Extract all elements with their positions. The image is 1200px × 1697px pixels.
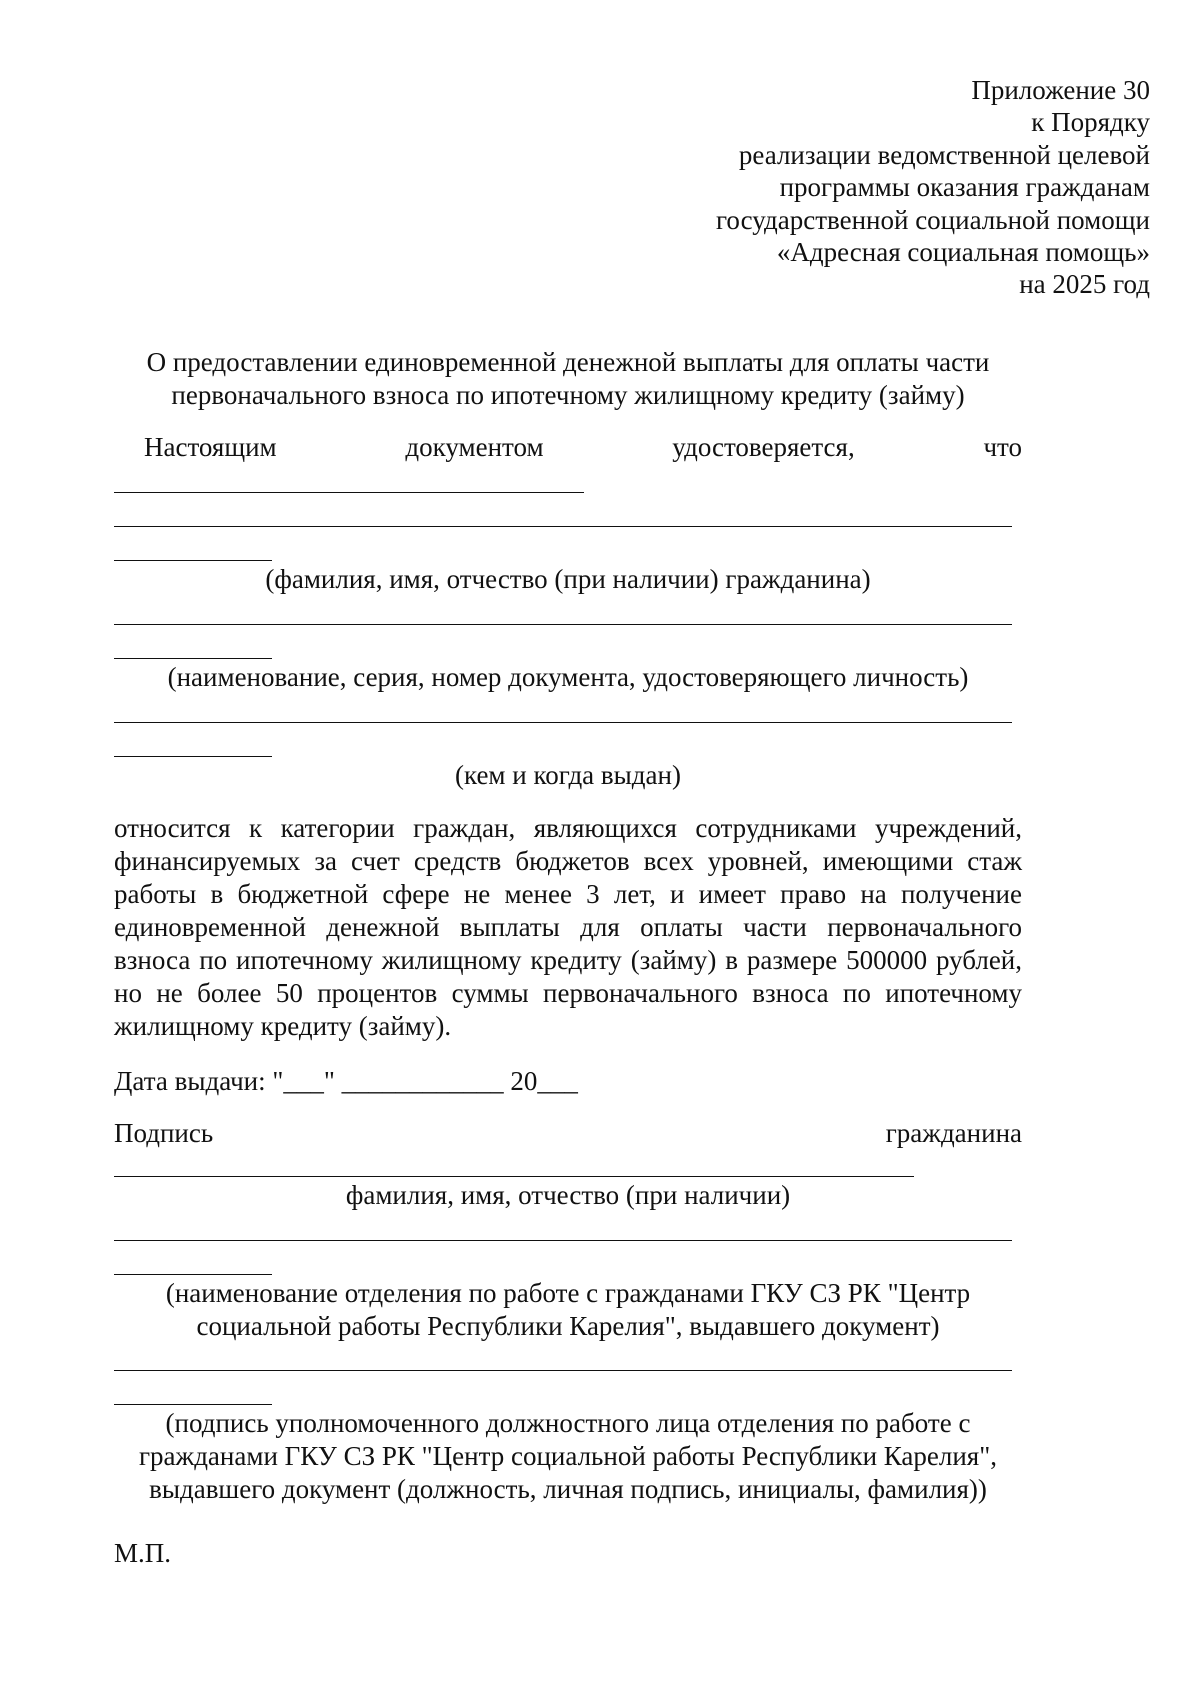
signature-fio-caption: фамилия, имя, отчество (при наличии) [345, 1180, 791, 1210]
blank-line [114, 1404, 272, 1405]
blank-line [114, 1370, 1012, 1371]
title-line: первоначального взноса по ипотечному жилищному кредиту (займу) [171, 380, 965, 410]
blank-line [114, 492, 584, 493]
header-line: Приложение 30 [971, 75, 1150, 105]
department-caption-line: (наименование отделения по работе с гражданами ГКУ СЗ РК "Центр [165, 1278, 971, 1308]
header-line: «Адресная социальная помощь» [776, 237, 1150, 268]
certify-word: документом [405, 432, 544, 462]
body-paragraph: относится к категории граждан, являющихся сотрудниками учреждений, финансируемых за счет средств бюджетов всех уровней, имеющими стаж работы в бюджетной сфере не менее 3 лет, и имеет право на получение единовременной денежной выплаты для оплаты части первоначального взноса по ипотечному жилищному кредиту (займу) в размере 500000 рублей, но не более 50 процентов суммы первоначального взноса по ипотечному жилищному кредиту (займу). [114, 813, 1022, 1041]
department-caption [114, 1277, 1022, 1343]
certify-word: что [983, 432, 1022, 462]
citizen-label: гражданина [885, 1118, 1022, 1148]
blank-line [114, 722, 1012, 723]
header-line: реализации ведомственной целевой [738, 139, 1150, 170]
official-caption-line: гражданами ГКУ СЗ РК "Центр социальной работы Республики Карелия", [138, 1441, 997, 1471]
stamp-place-label: М.П. [114, 1538, 172, 1568]
header-line: к Порядку [1031, 107, 1150, 138]
citizen-signature-row [114, 1118, 1022, 1149]
signature-blank-line [114, 1176, 914, 1177]
official-caption-line: выдавшего документ (должность, личная подпись, инициалы, фамилия)) [149, 1474, 987, 1504]
department-caption-line: социальной работы Республики Карелия", выдавшего документ) [196, 1311, 940, 1341]
appendix-header [716, 74, 1150, 301]
document-title [114, 346, 1022, 412]
title-line: О предоставлении единовременной денежной выплаты для оплаты части [146, 347, 990, 377]
official-caption-line: (подпись уполномоченного должностного лица отделения по работе с [165, 1408, 971, 1438]
fio-caption: (фамилия, имя, отчество (при наличии) гражданина) [265, 564, 871, 594]
blank-line [114, 1240, 1012, 1241]
header-line: государственной социальной помощи [716, 204, 1150, 235]
issued-by-caption: (кем и когда выдан) [455, 760, 681, 790]
signature-label: Подпись [114, 1118, 214, 1148]
official-signature-caption [114, 1407, 1022, 1506]
certify-word: Настоящим [144, 432, 277, 462]
blank-line [114, 1274, 272, 1275]
header-line: на 2025 год [1019, 269, 1150, 300]
blank-line [114, 756, 272, 757]
blank-line [114, 658, 272, 659]
header-line: программы оказания гражданам [779, 172, 1150, 203]
blank-line [114, 560, 272, 561]
blank-line [114, 624, 1012, 625]
issue-date-line: Дата выдачи: "___" ____________ 20___ [114, 1066, 578, 1096]
blank-line [114, 526, 1012, 527]
certify-line [114, 432, 1022, 463]
id-document-caption: (наименование, серия, номер документа, удостоверяющего личность) [167, 662, 969, 692]
certify-word: удостоверяется, [672, 432, 855, 462]
